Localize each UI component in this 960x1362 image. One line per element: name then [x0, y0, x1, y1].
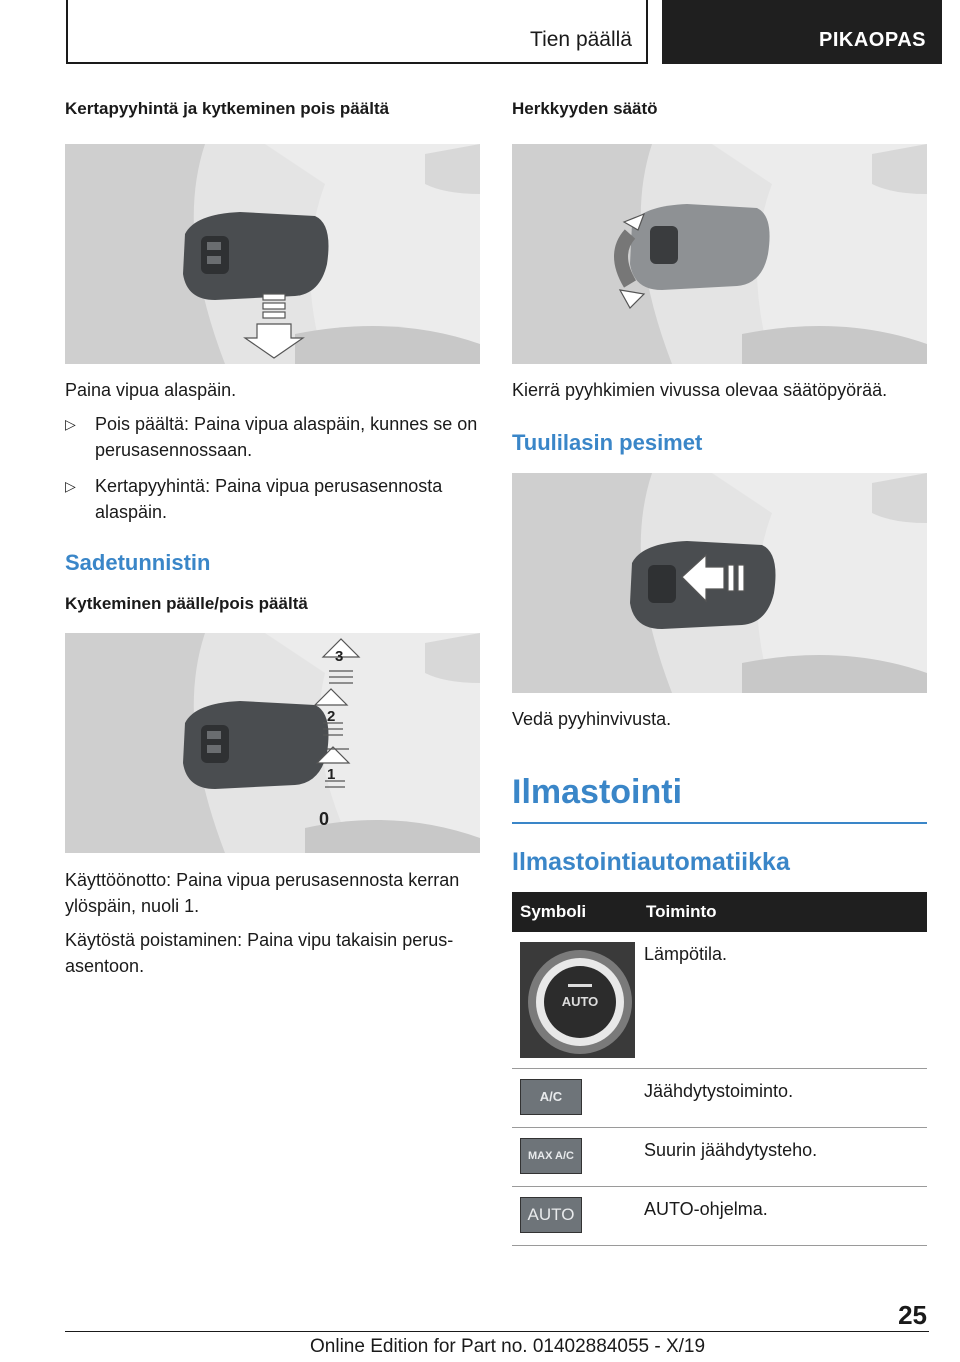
- temperature-knob-icon: [520, 942, 635, 1058]
- left-column: [65, 98, 480, 979]
- fig-label-0: 0: [319, 809, 330, 829]
- header-section-title: Tien päällä: [530, 28, 632, 51]
- header-chapter-title: PIKAOPAS: [819, 29, 926, 51]
- bullet-off: [65, 411, 480, 463]
- heading-sensitivity: Herkkyyden säätö: [512, 99, 658, 118]
- figure-rain-sensor-lever: [65, 633, 480, 853]
- heading-single-wipe: Kertapyyhintä ja kytkeminen pois päältä: [65, 99, 390, 118]
- table-row: [512, 1186, 927, 1245]
- bullet-off-text: Pois päältä: Paina vipua alaspäin, kunnes se on perusasennossaan.: [95, 414, 478, 460]
- para-deactivation: Käytöstä poistaminen: Paina vipu takaisin perus-asentoon.: [65, 930, 454, 976]
- fig-label-2: 2: [327, 708, 336, 725]
- table-header-symbol: Symboli: [512, 892, 638, 932]
- symbol-table: [512, 892, 927, 1246]
- fig-label-3: 3: [335, 648, 344, 665]
- heading-automatic-climate: Ilmastointiautomatiikka: [512, 848, 790, 876]
- para-press-down: Paina vipua alaspäin.: [65, 380, 237, 400]
- table-cell-max-cooling: Suurin jäähdytysteho.: [638, 1127, 927, 1186]
- table-cell-cooling: Jäähdytystoiminto.: [638, 1068, 927, 1127]
- bullet-single-wipe: [65, 473, 480, 525]
- table-header-function: Toiminto: [638, 892, 927, 932]
- max-ac-button-icon: MAX A/C: [520, 1138, 582, 1174]
- para-turn-wheel: Kierrä pyyhkimien vivussa olevaa säätöpyörää.: [512, 380, 888, 400]
- heading-underline: [512, 822, 927, 824]
- table-row: [512, 1127, 927, 1186]
- table-row: [512, 932, 927, 1068]
- fig-label-1: 1: [327, 766, 336, 783]
- ac-button-icon: A/C: [520, 1079, 582, 1115]
- para-pull-lever: Vedä pyyhinvivusta.: [512, 709, 672, 729]
- table-cell-auto-program: AUTO-ohjelma.: [638, 1186, 927, 1245]
- para-activation: Käyttöönotto: Paina vipua perusasennosta kerran ylöspäin, nuoli 1.: [65, 870, 460, 916]
- header-section-box: [66, 0, 648, 64]
- knob-auto-label: AUTO: [561, 994, 599, 1009]
- triangle-bullet-icon: ▷: [65, 478, 76, 494]
- heading-washers: Tuulilasin pesimet: [512, 430, 703, 455]
- figure-wiper-lever-down: [65, 144, 480, 364]
- table-cell-temperature: Lämpötila.: [638, 932, 927, 1068]
- header-chapter-box: [662, 0, 942, 64]
- footer-edition: Online Edition for Part no. 01402884055 - X/19: [310, 1336, 706, 1357]
- bullet-single-wipe-text: Kertapyyhintä: Paina vipua perusasennosta alaspäin.: [95, 476, 443, 522]
- figure-washer-lever: [512, 473, 927, 693]
- heading-rain-sensor: Sadetunnistin: [65, 550, 211, 575]
- page-number: 25: [898, 1300, 927, 1330]
- table-row: [512, 1068, 927, 1127]
- right-column: [512, 98, 927, 1246]
- auto-button-icon: AUTO: [520, 1197, 582, 1233]
- footer-divider: [65, 1331, 929, 1332]
- heading-switch-on-off: Kytkeminen päälle/pois päältä: [65, 594, 308, 613]
- figure-sensitivity-wheel: [512, 144, 927, 364]
- triangle-bullet-icon: ▷: [65, 416, 76, 432]
- heading-air-conditioning: Ilmastointi: [512, 773, 683, 811]
